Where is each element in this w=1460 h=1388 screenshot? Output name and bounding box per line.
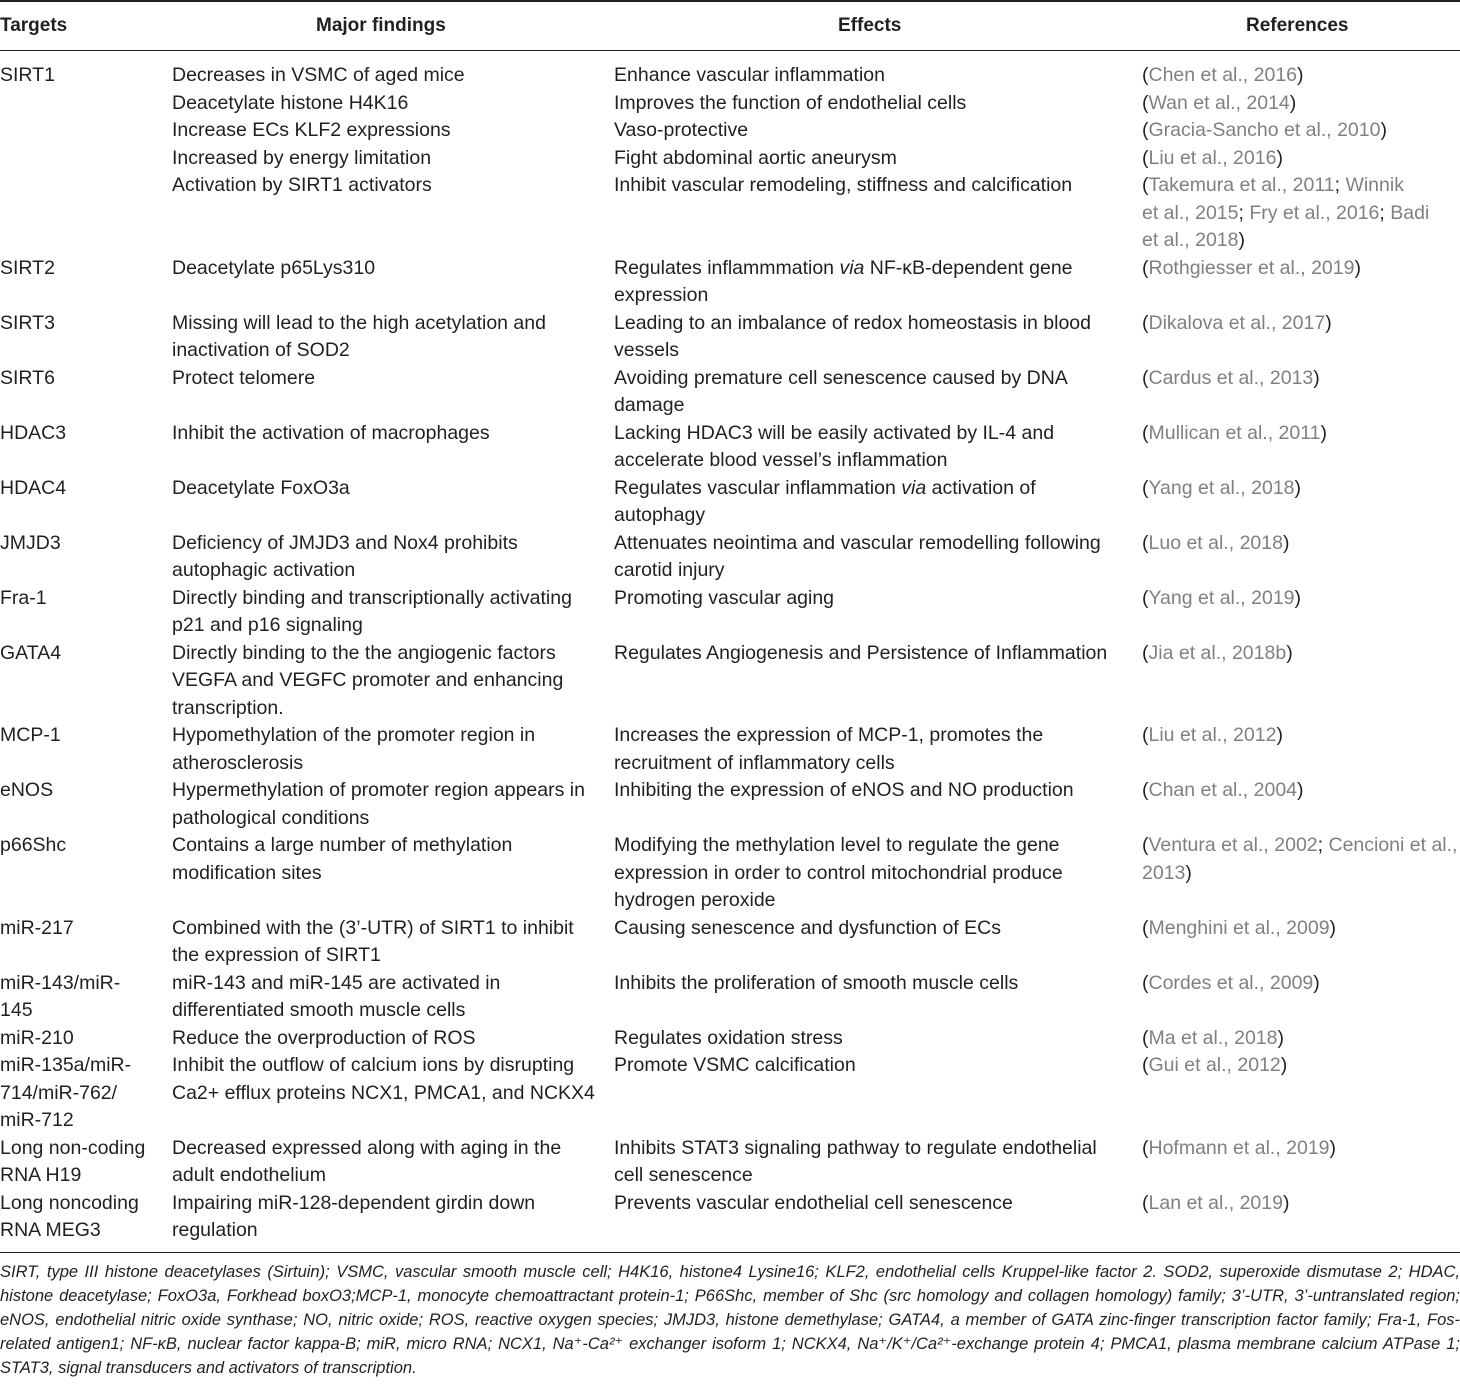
reference-punctuation: ) [1325, 311, 1332, 334]
finding-cell: Deficiency of JMJD3 and Nox4 prohibits autophagic activation [172, 531, 518, 581]
target-cell: miR-143/miR- 145 [0, 971, 121, 1021]
reference-punctuation: ( [1142, 1026, 1149, 1049]
reference-punctuation: ) [1185, 861, 1192, 884]
reference-cell [1142, 475, 1460, 530]
reference-punctuation: ( [1142, 779, 1149, 801]
effect-cell: Lacking HDAC3 will be easily activated by IL-4 and accelerate blood vessel’s inflammation [614, 421, 1055, 471]
effect-cell: Promote VSMC calcification [614, 1054, 856, 1076]
table-row [0, 62, 1460, 90]
reference-punctuation: ( [1142, 174, 1149, 196]
table-row [0, 970, 1460, 1025]
effect-cell: Promoting vascular aging [614, 586, 835, 609]
target-cell: HDAC3 [0, 421, 67, 444]
reference-cell [1142, 1190, 1460, 1245]
table-row [0, 585, 1460, 640]
reference-punctuation: ) [1380, 119, 1387, 141]
reference-punctuation: ( [1142, 1191, 1149, 1214]
reference-punctuation: ; [1317, 834, 1329, 856]
reference-link[interactable]: Ventura et al., 2002 [1148, 834, 1318, 856]
reference-link[interactable]: Mullican et al., 2011 [1148, 421, 1321, 444]
table-row [0, 1052, 1460, 1135]
reference-cell [1142, 722, 1460, 777]
effect-cell: Inhibits STAT3 signaling pathway to regulate endothelial cell senescence [614, 1136, 1097, 1186]
table-bottom-rule [0, 1252, 1460, 1253]
reference-punctuation: ) [1313, 366, 1320, 389]
table-row [0, 1190, 1460, 1245]
reference-punctuation: ; [1238, 201, 1250, 224]
reference-link[interactable]: Gracia-Sancho et al., 2010 [1148, 119, 1381, 141]
reference-punctuation: ) [1276, 724, 1283, 746]
reference-link[interactable]: Cardus et al., 2013 [1148, 366, 1314, 389]
reference-link[interactable]: Cencioni et al., 2013 [1142, 834, 1458, 884]
finding-cell: miR-143 and miR-145 are activated in differentiated smooth muscle cells [172, 971, 501, 1021]
effect-cell: Regulates Angiogenesis and Persistence of Inflammation [614, 641, 1108, 664]
table-row [0, 145, 1460, 173]
reference-punctuation: ( [1142, 916, 1149, 939]
table-row [0, 310, 1460, 365]
finding-cell: Missing will lead to the high acetylation and inactivation of SOD2 [172, 311, 546, 361]
reference-punctuation: ( [1142, 421, 1149, 444]
finding-cell: Protect telomere [172, 366, 316, 389]
table-row [0, 530, 1460, 585]
reference-cell [1142, 970, 1460, 1025]
header-references: References [1246, 15, 1349, 36]
target-cell: miR-135a/miR- 714/miR-762/ miR-712 [0, 1054, 132, 1131]
table-footnote: SIRT, type III histone deacetylases (Sirtuin); VSMC, vascular smooth muscle cell; H4K16, histone4 Lysine16; KLF2, endothelial cells Kruppel-like factor 2. SOD2, superoxide dismutase 2; HDAC, histone deacetylase; FoxO3a, Forkhead boxO3;MCP-1, monocyte chemoattractant protein-1; P66Shc, member of Shc (src homology and collagen homology) family; 3’-UTR, 3’-untranslated region; eNOS, endothelial nitric oxide synthase; NO, nitric oxide; ROS, reactive oxygen species; JMJD3, histone demethylase; GATA4, a member of GATA zinc-finger transcription factor family; Fra-1, Fos-related antigen1; NF-κB, nuclear factor kappa-B; miR, micro RNA; NCX1, Na⁺-Ca²⁺ exchanger isoform 1; NCKX4, Na⁺/K⁺/Ca²⁺-exchange protein 4; PMCA1, plasma membrane calcium ATPase 1; STAT3, signal transducers and activators of transcription. [0, 1263, 1460, 1377]
finding-cell: Inhibit the outflow of calcium ions by disrupting Ca2+ efflux proteins NCX1, PMCA1, and NCKX4 [172, 1054, 595, 1104]
reference-cell [1142, 255, 1460, 310]
target-cell: Long noncoding RNA MEG3 [0, 1191, 139, 1241]
reference-link[interactable]: Gui et al., 2012 [1148, 1054, 1281, 1076]
table-row [0, 1135, 1460, 1190]
table-row [0, 255, 1460, 310]
finding-cell: Impairing miR-128-dependent girdin down regulation [172, 1191, 536, 1241]
reference-cell [1142, 145, 1460, 173]
reference-punctuation: ( [1142, 834, 1149, 856]
effect-cell: Regulates vascular inflammation via activation of autophagy [614, 476, 1036, 526]
effect-cell: Leading to an imbalance of redox homeostasis in blood vessels [614, 311, 1091, 361]
reference-cell [1142, 1135, 1460, 1190]
table-row [0, 832, 1460, 915]
effect-cell: Prevents vascular endothelial cell senescence [614, 1191, 1013, 1214]
target-cell [0, 117, 172, 145]
target-cell: Fra-1 [0, 586, 47, 609]
reference-cell [1142, 420, 1460, 475]
reference-link[interactable]: Jia et al., 2018b [1148, 641, 1287, 664]
reference-punctuation: ) [1294, 476, 1302, 499]
effect-cell: Increases the expression of MCP-1, promotes the recruitment of inflammatory cells [614, 724, 1044, 774]
reference-punctuation: ) [1297, 779, 1304, 801]
table-row [0, 117, 1460, 145]
reference-link[interactable]: Ma et al., 2018 [1148, 1026, 1278, 1049]
reference-link[interactable]: Dikalova et al., 2017 [1148, 311, 1326, 334]
finding-cell: Reduce the overproduction of ROS [172, 1026, 476, 1049]
reference-link[interactable]: Luo et al., 2018 [1148, 531, 1283, 554]
reference-punctuation: ( [1142, 311, 1149, 334]
effect-cell: Modifying the methylation level to regulate the gene expression in order to control mitochondrial produce hydrogen peroxide [614, 834, 1063, 911]
effect-cell: Regulates inflammmation via NF-κB-dependent gene expression [614, 256, 1073, 306]
reference-cell [1142, 640, 1460, 723]
table-row [0, 915, 1460, 970]
finding-cell: Inhibit the activation of macrophages [172, 421, 490, 444]
effect-cell: Fight abdominal aortic aneurysm [614, 146, 897, 169]
header-major-findings: Major findings [316, 15, 446, 36]
finding-cell: Combined with the (3’-UTR) of SIRT1 to inhibit the expression of SIRT1 [172, 916, 574, 966]
table-body [0, 62, 1460, 1245]
reference-link[interactable]: Winnik et al., 2015 [1142, 174, 1404, 224]
header-rule [0, 50, 1460, 51]
effect-cell: Attenuates neointima and vascular remodelling following carotid injury [614, 531, 1101, 581]
table-top-rule [0, 0, 1460, 2]
reference-link[interactable]: Cordes et al., 2009 [1148, 971, 1314, 994]
target-cell: HDAC4 [0, 476, 67, 499]
reference-punctuation: ( [1142, 641, 1149, 664]
target-cell [0, 145, 172, 173]
reference-cell [1142, 90, 1460, 118]
effect-cell: Regulates oxidation stress [614, 1026, 843, 1049]
reference-punctuation: ) [1329, 1136, 1337, 1159]
table-row [0, 777, 1460, 832]
table-row [0, 420, 1460, 475]
reference-punctuation: ( [1142, 119, 1149, 141]
reference-punctuation: ( [1142, 971, 1149, 994]
reference-cell [1142, 777, 1460, 832]
reference-punctuation: ( [1142, 64, 1149, 86]
header-effects: Effects [838, 15, 902, 36]
reference-punctuation: ( [1142, 366, 1149, 389]
target-cell: GATA4 [0, 641, 62, 664]
target-cell: eNOS [0, 779, 54, 801]
reference-link[interactable]: Takemura et al., 2011 [1148, 174, 1335, 196]
target-cell: p66Shc [0, 834, 67, 856]
finding-cell: Directly binding and transcriptionally activating p21 and p16 signaling [172, 586, 572, 636]
finding-cell: Deacetylate FoxO3a [172, 476, 350, 499]
finding-cell: Deacetylate histone H4K16 [172, 91, 409, 114]
target-cell [0, 90, 172, 118]
reference-cell [1142, 117, 1460, 145]
reference-punctuation: ) [1286, 641, 1293, 664]
reference-punctuation: ) [1280, 1054, 1288, 1076]
target-cell: SIRT6 [0, 366, 55, 389]
finding-cell: Deacetylate p65Lys310 [172, 256, 376, 279]
reference-punctuation: ; [1379, 201, 1391, 224]
reference-link[interactable]: Yang et al., 2019 [1148, 586, 1295, 609]
reference-punctuation: ) [1294, 586, 1302, 609]
reference-link[interactable]: Wan et al., 2014 [1148, 91, 1290, 114]
effect-cell: Enhance vascular inflammation [614, 64, 885, 86]
table-row [0, 640, 1460, 723]
reference-link[interactable]: Fry et al., 2016 [1249, 201, 1380, 224]
table-row [0, 90, 1460, 118]
reference-link[interactable]: Liu et al., 2012 [1148, 724, 1277, 746]
finding-cell: Increased by energy limitation [172, 146, 432, 169]
reference-link[interactable]: Chen et al., 2016 [1148, 64, 1298, 86]
target-cell: SIRT3 [0, 311, 55, 334]
table-row [0, 1025, 1460, 1053]
reference-cell [1142, 915, 1460, 970]
reference-cell [1142, 310, 1460, 365]
target-cell: miR-217 [0, 916, 74, 939]
reference-cell [1142, 530, 1460, 585]
reference-punctuation: ( [1142, 146, 1149, 169]
reference-cell [1142, 585, 1460, 640]
reference-punctuation: ) [1238, 229, 1245, 251]
table-row [0, 722, 1460, 777]
reference-cell [1142, 1025, 1460, 1053]
reference-punctuation: ( [1142, 586, 1149, 609]
reference-cell [1142, 172, 1460, 255]
table-row [0, 172, 1460, 255]
effect-cell: Improves the function of endothelial cells [614, 91, 967, 114]
table-row [0, 365, 1460, 420]
target-cell: MCP-1 [0, 724, 61, 746]
reference-link[interactable]: Chan et al., 2004 [1148, 779, 1298, 801]
reference-link[interactable]: Rothgiesser et al., 2019 [1148, 256, 1355, 279]
reference-punctuation: ( [1142, 256, 1149, 279]
target-cell: JMJD3 [0, 531, 61, 554]
reference-link[interactable]: Hofmann et al., 2019 [1148, 1136, 1330, 1159]
finding-cell: Activation by SIRT1 activators [172, 174, 432, 196]
reference-punctuation: ( [1142, 1054, 1149, 1076]
reference-cell [1142, 365, 1460, 420]
reference-link[interactable]: Yang et al., 2018 [1148, 476, 1295, 499]
reference-punctuation: ) [1282, 1191, 1290, 1214]
header-targets: Targets [0, 15, 68, 36]
effect-cell: Inhibit vascular remodeling, stiffness and calcification [614, 174, 1073, 196]
reference-link[interactable]: Badi et al., 2018 [1142, 201, 1430, 251]
reference-punctuation: ( [1142, 724, 1149, 746]
reference-punctuation: ) [1320, 421, 1327, 444]
reference-punctuation: ) [1276, 146, 1283, 169]
reference-punctuation: ) [1313, 971, 1320, 994]
reference-punctuation: ; [1334, 174, 1346, 196]
finding-cell: Decreases in VSMC of aged mice [172, 64, 465, 86]
reference-punctuation: ) [1277, 1026, 1284, 1049]
finding-cell: Decreased expressed along with aging in the adult endothelium [172, 1136, 562, 1186]
finding-cell: Hypermethylation of promoter region appears in pathological conditions [172, 779, 585, 829]
reference-punctuation: ( [1142, 476, 1149, 499]
target-cell: Long non-coding RNA H19 [0, 1136, 146, 1186]
table-row [0, 475, 1460, 530]
reference-punctuation: ) [1354, 256, 1361, 279]
reference-link[interactable]: Menghini et al., 2009 [1148, 916, 1330, 939]
finding-cell: Increase ECs KLF2 expressions [172, 119, 451, 141]
effect-cell: Vaso-protective [614, 119, 749, 141]
reference-link[interactable]: Lan et al., 2019 [1148, 1191, 1283, 1214]
target-cell: SIRT1 [0, 64, 55, 86]
reference-cell [1142, 1052, 1460, 1135]
reference-punctuation: ) [1297, 64, 1304, 86]
reference-punctuation: ) [1282, 531, 1290, 554]
reference-punctuation: ( [1142, 531, 1149, 554]
finding-cell: Hypomethylation of the promoter region in atherosclerosis [172, 724, 536, 774]
target-cell: miR-210 [0, 1026, 74, 1049]
reference-punctuation: ( [1142, 1136, 1149, 1159]
reference-punctuation: ) [1289, 91, 1297, 114]
effect-cell: Avoiding premature cell senescence caused by DNA damage [614, 366, 1068, 416]
finding-cell: Contains a large number of methylation modification sites [172, 834, 513, 884]
reference-link[interactable]: Liu et al., 2016 [1148, 146, 1277, 169]
effect-cell: Inhibits the proliferation of smooth muscle cells [614, 971, 1019, 994]
reference-punctuation: ) [1329, 916, 1337, 939]
finding-cell: Directly binding to the the angiogenic factors VEGFA and VEGFC promoter and enhancing transcription. [172, 641, 564, 719]
reference-punctuation: ( [1142, 91, 1149, 114]
target-cell: SIRT2 [0, 256, 55, 279]
effect-cell: Causing senescence and dysfunction of ECs [614, 916, 1001, 939]
reference-cell [1142, 62, 1460, 90]
reference-cell [1142, 832, 1460, 915]
target-cell [0, 172, 172, 255]
effect-cell: Inhibiting the expression of eNOS and NO production [614, 779, 1074, 801]
